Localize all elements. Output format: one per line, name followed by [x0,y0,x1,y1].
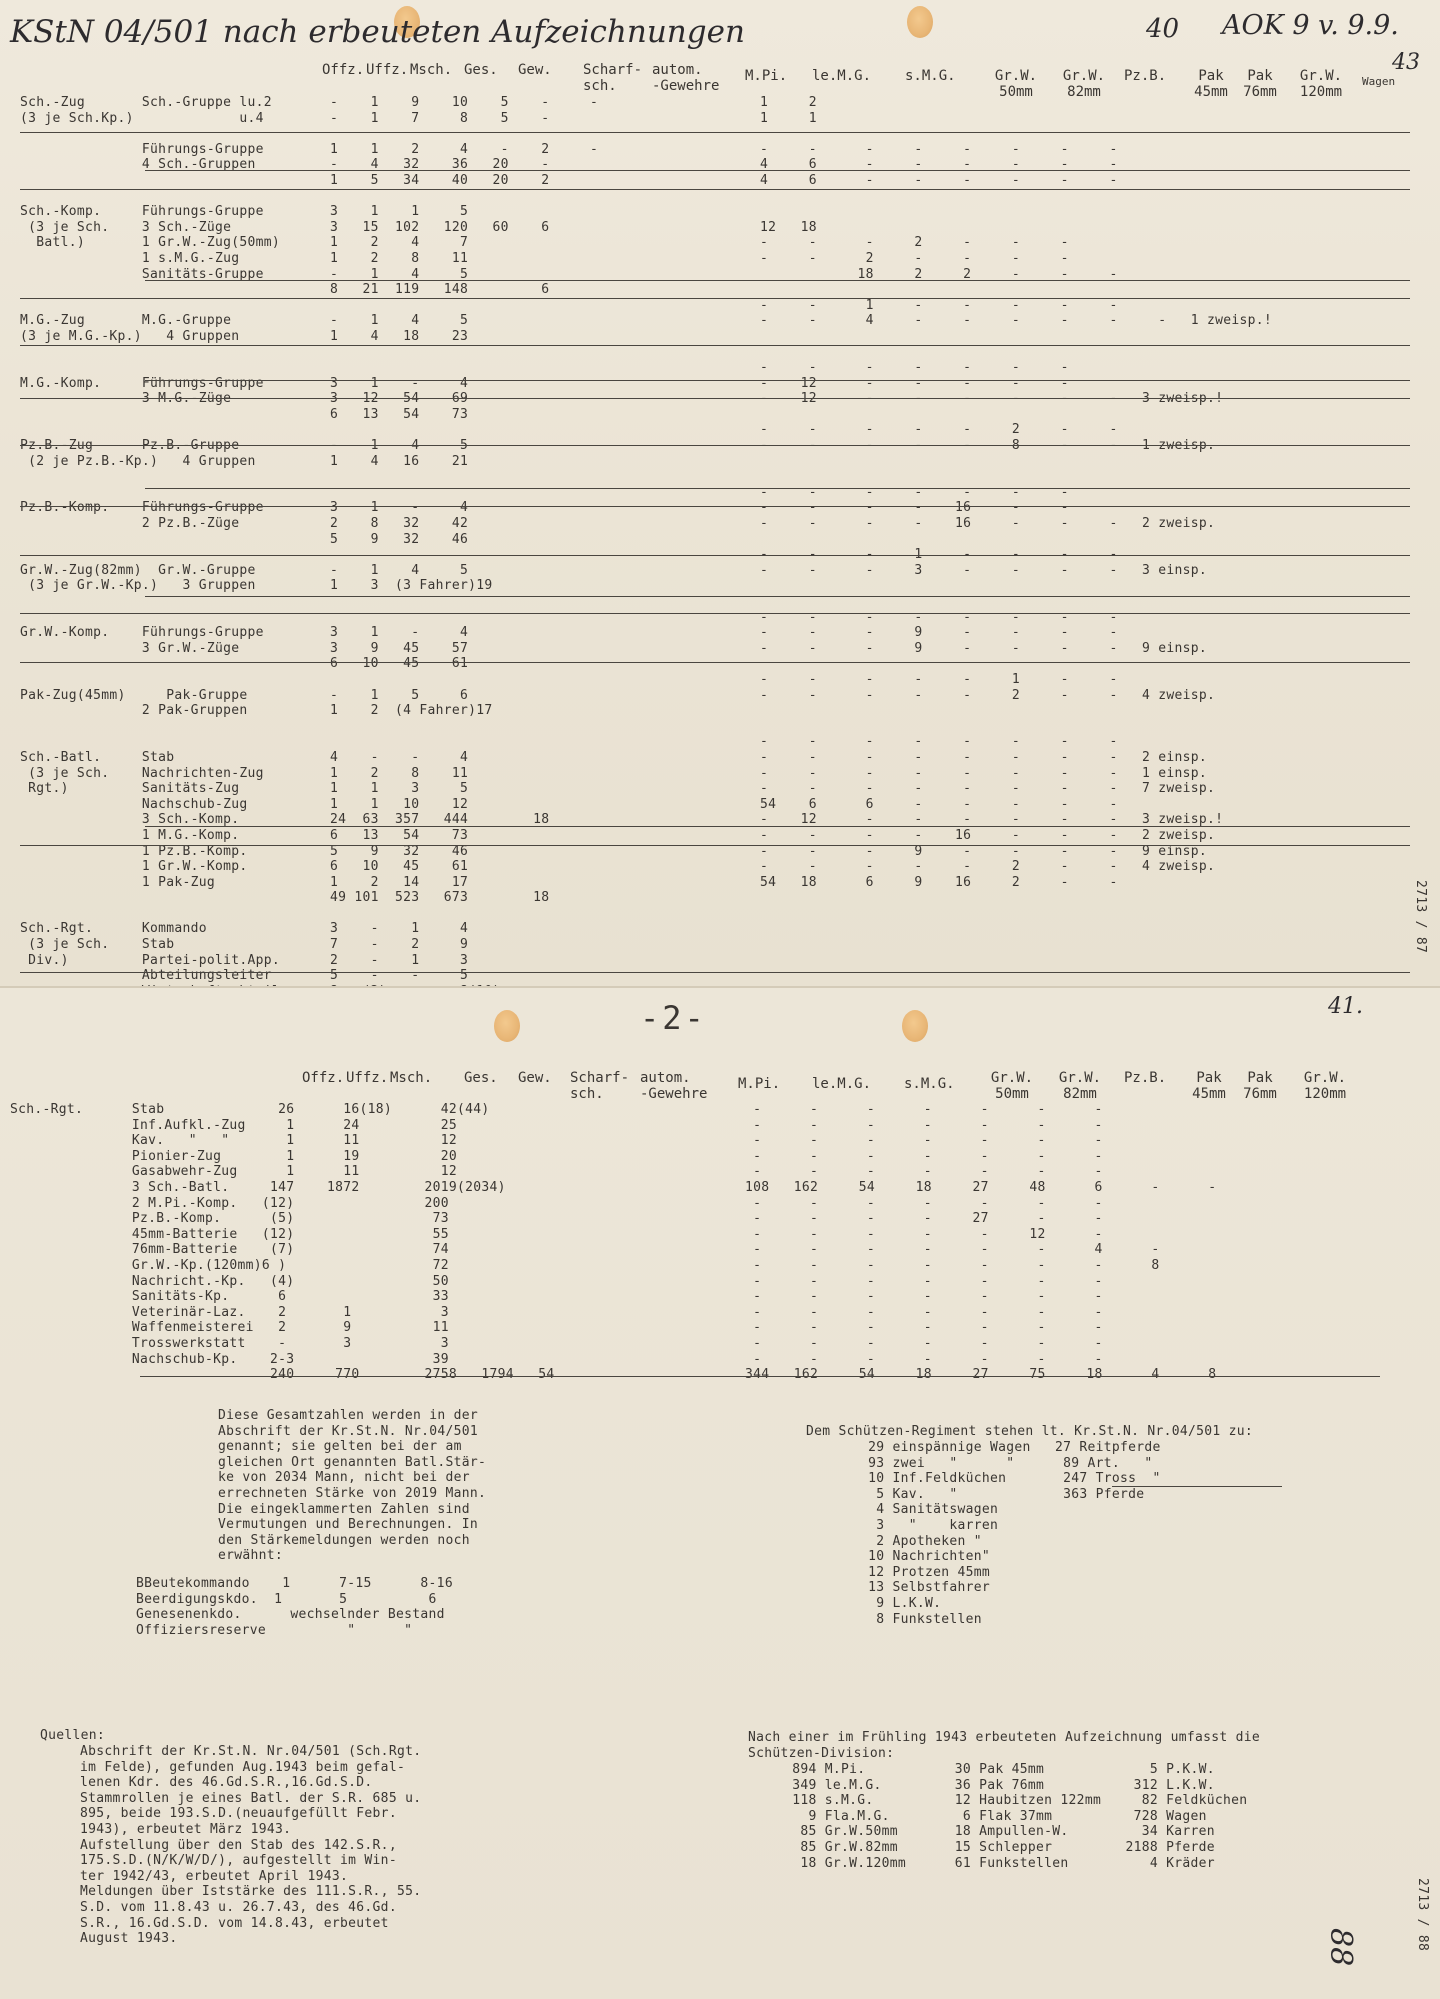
header-gew: Gew. [518,1070,552,1086]
header-uffz: Uffz. [366,62,409,78]
sources-list: Abschrift der Kr.St.N. Nr.04/501 (Sch.Rgt. im Felde), gefunden Aug.1943 beim gefal- lenen Kdr. des 46.Gd.S.R.,16.Gd.S.D. Stammrollen je eines Batl. der S.R. 685 u. 895, beide 193.S.D.(neuaufgefüllt Febr. 1943), erbeutet März 1943. Aufstellung über den Stab des 142.S.R., 175.S.D.(N/K/W/D/), aufgestellt im Win- ter 1942/43, erbeutet April 1943. Meldungen über Iststärke des 111.S.R., 55. S.D. vom 11.8.43 u. 26.7.43, des 46.Gd. S.R., 16.Gd.S.D. vom 14.8.43, erbeutet August 1943. [80,1744,422,1947]
regiment-strength-table: Sch.-Rgt. Stab 26 16(18) 42(44) Inf.Aufkl.-Zug 1 24 25 Kav. " " 1 11 12 Pionier-Zug 1 19 20 Gasabwehr-Zug 1 11 12 3 Sch.-Batl. 147 1872 2019(2034) 2 M.Pi.-Komp. (12) 200 Pz.B.-Komp. (5) 73 45mm-Batterie (12) 55 76mm-Batterie (7) 74 Gr.W.-Kp.(120mm)6 ) 72 Nachricht.-Kp. (4) 50 Sanitäts-Kp. 6 33 Veterinär-Laz. 2 1 3 Waffenmeisterei 2 9 11 Trosswerkstatt - 3 3 Nachschub-Kp. 2-3 39 240 770 2758 1794 54 [10,1102,555,1383]
header-pak45: Pak 45mm [1192,1070,1226,1102]
handwritten-title: KStN 04/501 nach erbeuteten Aufzeichnungen [10,14,745,50]
header-lemg: le.M.G. [812,1076,872,1092]
wagon-allocation-intro: Dem Schützen-Regiment stehen lt. Kr.St.N. Nr.04/501 zu: [806,1424,1253,1439]
punch-hole [494,1010,520,1042]
handwritten-page-number: 41. [1328,994,1363,1019]
header-smg: s.M.G. [905,68,956,84]
header-uffz: Uffz. [346,1070,389,1086]
header-pak76: Pak 76mm [1243,1070,1277,1102]
header-pak45: Pak 45mm [1194,68,1228,100]
additional-units: BBeutekommando 1 7-15 8-16 Beerdigungskdo. 1 5 6 Genesenenkdo. wechselnder Bestand Offiziersreserve " " [136,1576,453,1638]
header-msch: Msch. [390,1070,433,1086]
unit-labels-page1: Sch.-Zug Sch.-Gruppe lu.2 (3 je Sch.Kp.) u.4 Führungs-Gruppe 4 Sch.-Gruppen Sch.-Komp. Führungs-Gruppe (3 je Sch. 3 Sch.-Züge Batl.) 1 Gr.W.-Zug(50mm) 1 s.M.G.-Zug Sanitäts-Gruppe M.G.-Zug M.G.-Gruppe (3 je M.G.-Kp.) 4 Gruppen M.G.-Komp. Führungs-Gruppe 3 M.G.-Züge Pz.B.-Zug Pz.B.-Gruppe (2 je Pz.B.-Kp.) 4 Gruppen Pz.B.-Komp. Führungs-Gruppe 2 Pz.B.-Züge Gr.W.-Zug(82mm) Gr.W.-Gruppe (3 je Gr.W.-Kp.) 3 Gruppen Gr.W.-Komp. Führungs-Gruppe 3 Gr.W.-Züge Pak-Zug(45mm) Pak-Gruppe 2 Pak-Gruppen Sch.-Batl. Stab (3 je Sch. Nachrichten-Zug Rgt.) Sanitäts-Zug Nachschub-Zug 3 Sch.-Komp. 1 M.G.-Komp. 1 Pz.B.-Komp. 1 Gr.W.-Komp. 1 Pak-Zug Sch.-Rgt. Kommando (3 je Sch. Stab Div.) Partei-polit.App. Abteilungsleiter [20,95,281,984]
header-grw82: Gr.W. 82mm [1062,68,1106,100]
header-mpi: M.Pi. [745,68,788,84]
handwritten-reference: AOK 9 v. 9.9. [1222,10,1399,41]
header-pak76: Pak 76mm [1243,68,1277,100]
header-scharfsch: Scharf- sch. [583,62,643,94]
header-smg: s.M.G. [904,1076,955,1092]
header-grw120: Gr.W. 120mm [1303,1070,1347,1102]
header-mpi: M.Pi. [738,1076,781,1092]
page-one [0,0,1440,988]
regiment-weapons-table: - - - - - - - - - - - - - - - - - - - - - - - - - - - - - - - - - - - 108 162 54 18 27 48 6 - - - - - - - - - - - - - 27 - - - - - - - 12 - - - - - - - 4 - - - - - - - - 8 - - - - - - - - - - - - - - - - - - - - - - - - - - - - - - - - - - - - - - - - - - 344 162 54 18 27 75 18 4 8 [745,1102,1217,1383]
header-pzb: Pz.B. [1124,1070,1167,1086]
header-scharfsch: Scharf- sch. [570,1070,630,1102]
header-lemg: le.M.G. [812,68,872,84]
header-gew: Gew. [518,62,552,78]
header-grw120: Gr.W. 120mm [1299,68,1343,100]
wagon-sum-rule [1112,1486,1282,1487]
page-number: -2- [640,999,707,1037]
sources-heading: Quellen: [40,1728,106,1743]
header-wagen: Wagen [1362,75,1396,88]
explanatory-note: Diese Gesamtzahlen werden in der Abschrift der Kr.St.N. Nr.04/501 genannt; sie gelten bei der am gleichen Ort genannten Batl.Stär- ke von 2034 Mann, nicht bei der errechneten Stärke von 2019 Mann. Die eingeklammerten Zahlen sind Vermutungen und Berechnungen. In den Stärkemeldungen werden noch erwähnt: [218,1408,487,1564]
header-ges: Ges. [464,62,498,78]
handwritten-page-number: 43 [1392,50,1420,75]
header-offz: Offz. [322,62,365,78]
weapons-figures-page1: 1 2 1 1 - - - - - - - - 4 6 - - - - - - 4 6 - - - - - - 12 18 - - - 2 - - - - - 2 - - - - 18 2 2 - - - - - 1 - - - - - - - 4 - - - - - - 1 zweisp.! - - - - - - - - 12 - - - - - - 12 - - - - - - 3 zweisp.! - - - - - 2 - - - - - - - 8 - - 1 zweisp. - - - - - - - - - - - 16 - - - - - - 16 - - - 2 zweisp. - - - 1 - - - - - - - 3 - - - - 3 einsp. - - - - - - - - - - - 9 - - - - - - - 9 - - - - 9 einsp. - - - - - 1 - - - - - - - 2 - - 4 zweisp. - - - - - - - - - - - - - - - - 2 einsp. - - - - - - - - 1 einsp. - - - - - - - - 7 zweisp. 54 6 6 - - - - - - 12 - - - - - - 3 zweisp.! - - - - 16 - - - 2 zweisp. - - - 9 - - - - 9 einsp. - - - - - 2 - - 4 zweisp. 54 18 6 9 16 2 - - [760,95,1272,890]
handwritten-folio: 88 [1323,1928,1358,1967]
header-autom: autom. -Gewehre [640,1070,708,1102]
division-intro: Nach einer im Frühling 1943 erbeuteten Aufzeichnung umfasst die Schützen-Division: [748,1730,1260,1761]
header-grw82: Gr.W. 82mm [1058,1070,1102,1102]
division-equipment-list: 894 M.Pi. 30 Pak 45mm 5 P.K.W. 349 le.M.G. 36 Pak 76mm 312 L.K.W. 118 s.M.G. 12 Haubitzen 122mm 82 Feldküchen 9 Fla.M.G. 6 Flak 37mm 728 Wagen 85 Gr.W.50mm 18 Ampullen-W. 34 Karren 85 Gr.W.82mm 15 Schlepper 2188 Pferde 18 Gr.W.120mm 61 Funkstellen 4 Kräder [792,1762,1248,1871]
archive-stamp: 2713 / 87 [1413,880,1428,954]
header-offz: Offz. [302,1070,345,1086]
archive-stamp: 2713 / 88 [1415,1878,1430,1952]
header-autom: autom. -Gewehre [652,62,720,94]
header-ges: Ges. [464,1070,498,1086]
handwritten-number: 40 [1146,14,1180,44]
wagon-allocation-list: 29 einspännige Wagen 27 Reitpferde 93 zwei " " 89 Art. " 10 Inf.Feldküchen 247 Tross " 5 Kav. " 363 Pferde 4 Sanitätswagen 3 " karren 2 Apotheken " 10 Nachrichten" 12 Protzen 45mm 13 Selbstfahrer 9 L.K.W. 8 Funkstellen [868,1440,1161,1627]
header-msch: Msch. [410,62,453,78]
header-grw50: Gr.W. 50mm [990,1070,1034,1102]
punch-hole [907,6,933,38]
strength-figures-page1: - 1 9 10 5 - - - 1 7 8 5 - 1 1 2 4 - 2 - - 4 32 36 20 - 1 5 34 40 20 2 3 1 1 5 3 15 102 120 60 6 1 2 4 7 1 2 8 11 - 1 4 5 8 21 119 148 6 - 1 4 5 1 4 18 23 3 1 - 4 3 12 54 69 6 13 54 73 - 1 4 5 1 4 16 21 3 1 - 4 2 8 32 42 5 9 32 46 - 1 4 5 1 3 (3 Fahrer)19 3 1 - 4 3 9 45 57 6 10 45 61 - 1 5 6 1 2 (4 Fahrer)17 4 - - 4 1 2 8 11 1 1 3 5 1 1 10 12 24 63 357 444 18 6 13 54 73 5 9 32 46 6 10 45 61 1 2 14 17 49 101 523 673 18 3 - 1 4 7 - 2 9 2 - 1 3 5 - - 5 [330,95,599,984]
total-rule [140,1376,1380,1377]
punch-hole [902,1010,928,1042]
page-two [0,988,1440,1999]
header-pzb: Pz.B. [1124,68,1167,84]
header-grw50: Gr.W. 50mm [994,68,1038,100]
